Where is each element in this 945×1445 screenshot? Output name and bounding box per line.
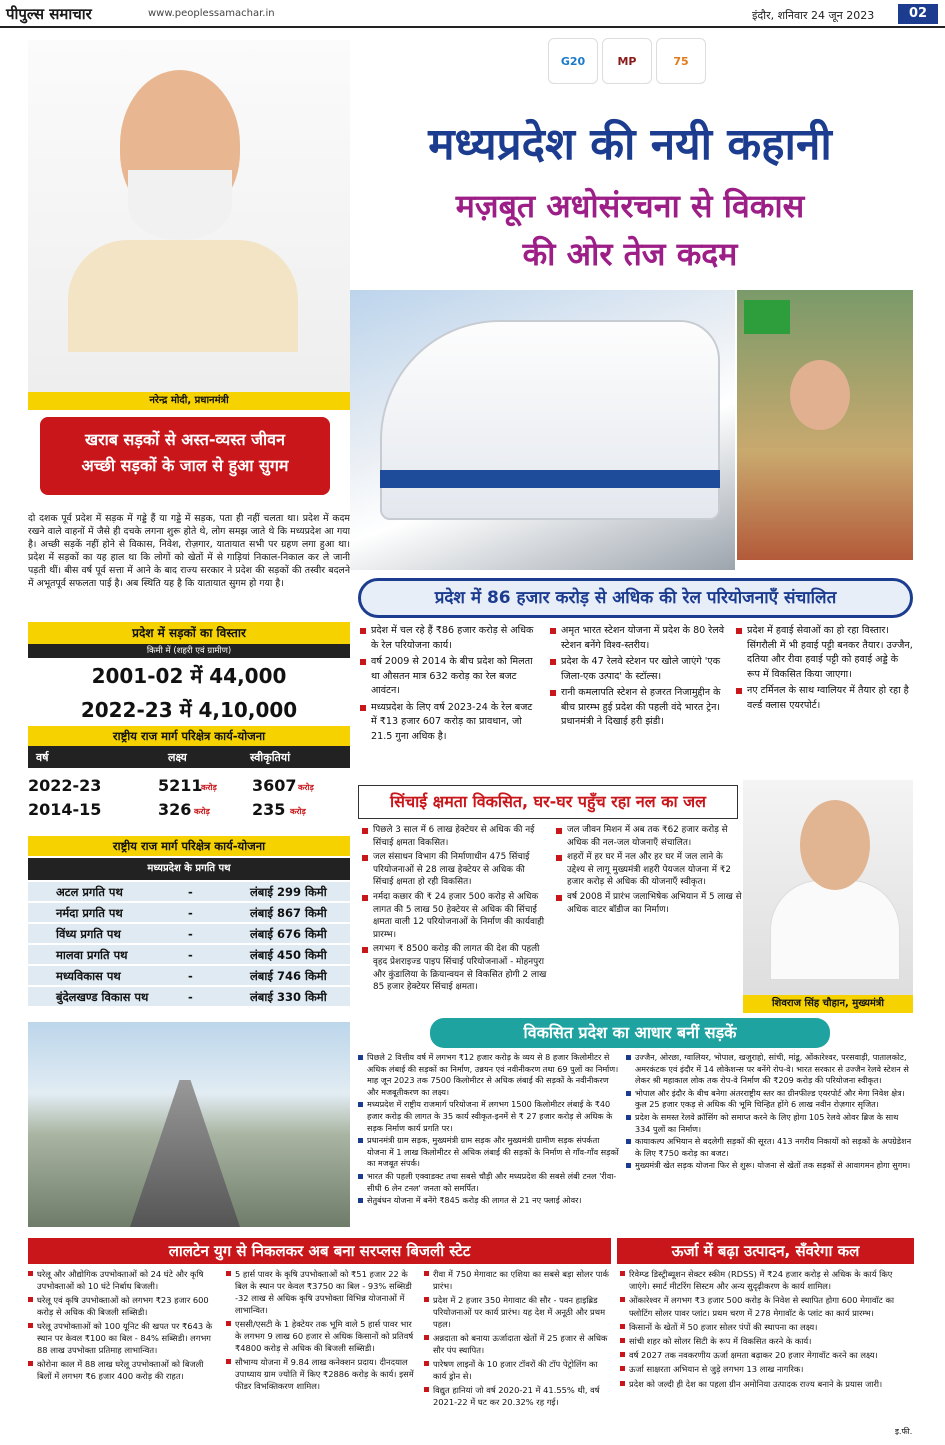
progress-cell-sep: - [188, 906, 193, 920]
table-row [28, 987, 350, 1007]
table-row [28, 903, 350, 923]
progress-cell-sep: - [188, 969, 193, 983]
pm-flagging-face [790, 360, 850, 430]
list-item: जल जीवन मिशन में अब तक ₹62 हजार करोड़ से अधिक की नल-जल योजनाएँ संचालित। [556, 824, 742, 849]
list-item: प्रदेश को जल्दी ही देश का पहला ग्रीन अमोनिया उत्पादक राज्य बनाने के प्रयास जारी। [620, 1378, 914, 1390]
list-item: पिछले 3 साल में 6 लाख हेक्टेयर से अधिक की नई सिंचाई क्षमता विकसित। [362, 824, 548, 849]
progress-cell-length: लंबाई 867 किमी [250, 906, 327, 920]
newspaper-logo: पीपुल्स समाचार [6, 5, 92, 23]
progress-cell-length: लंबाई 676 किमी [250, 927, 327, 941]
power-column-2 [226, 1268, 418, 1394]
list-item: अमृत भारत स्टेशन योजना में प्रदेश के 80 रेलवे स्टेशन बनेंगे विश्व-स्तरीय। [550, 624, 728, 653]
cm-photo-body [770, 880, 900, 980]
roads-stat-2001: 2001-02 में 44,000 [91, 664, 287, 688]
irrigation-column-1 [362, 824, 548, 996]
list-item: नर्मदा कछार की ₹ 24 हजार 500 करोड़ से अधिक लागत की 5 लाख 50 हेक्टेयर से अधिक की सिंचाई क्षमता वाली 12 परियोजनाओं के निर्माण की कार्यवाही प्रारम्भ। [362, 891, 548, 941]
progress-cell-name: मालवा प्रगति पथ [56, 948, 128, 962]
roads-banner-line2: अच्छी सड़कों के जाल से हुआ सुगम [81, 456, 289, 475]
train-body [380, 320, 720, 520]
pm-photo-beard [128, 170, 232, 240]
progress-cell-length: लंबाई 299 किमी [250, 885, 327, 899]
cm-caption: शिवराज सिंह चौहान, मुख्यमंत्री [743, 995, 913, 1013]
list-item: वर्ष 2009 से 2014 के बीच प्रदेश को मिलता था औसतन मात्र 632 करोड़ का रेल बजट आवंटन। [360, 655, 538, 699]
power-column-1 [28, 1268, 220, 1384]
mp-emblem-icon: MP [602, 38, 652, 84]
progress-cell-length: लंबाई 330 किमी [250, 990, 327, 1004]
development-column-1 [358, 1052, 620, 1208]
list-item: नए टर्मिनल के साथ ग्वालियर में तैयार हो रहा है वर्ल्ड क्लास एयरपोर्ट। [736, 684, 914, 713]
rail-column-1 [360, 624, 538, 746]
energy-banner: ऊर्जा में बढ़ा उत्पादन, सँवरेगा कल [617, 1238, 914, 1264]
sponsor-logos [548, 38, 718, 88]
list-item: वर्ष 2008 में प्रारंभ जलाभिषेक अभियान में 5 लाख से अधिक वाटर बॉडीज का निर्माण। [556, 891, 742, 916]
progress-cell-sep: - [188, 927, 193, 941]
development-banner: विकसित प्रदेश का आधार बनीं सड़कें [430, 1018, 830, 1048]
list-item: प्रदेश में 2 हजार 350 मेगावाट की सौर - पवन हाइब्रिड परियोजनाओं पर कार्य प्रारंभ। यह देश में अनूठी और प्रथम पहल। [424, 1294, 612, 1330]
list-item: अन्नदाता को बनाया ऊर्जादाता खेतों में 25 हजार से अधिक सौर पंप स्थापित। [424, 1332, 612, 1356]
progress-table-title: राष्ट्रीय राज मार्ग परिक्षेत्र कार्य-योजना [28, 836, 350, 856]
page-header [0, 0, 945, 28]
table-row [28, 966, 350, 986]
list-item: मध्यप्रदेश में राष्ट्रीय राजमार्ग परियोजना में लगभग 1500 किलोमीटर लंबाई के ₹40 हजार करोड़ की लागत के 35 कार्य स्वीकृत-इनमें से ₹ 27 हजार करोड़ से अधिक के सड़क निर्माण कार्य प्रगति पर। [358, 1099, 620, 1134]
list-item: कायाकल्प अभियान से बदलेगी सड़कों की सूरत। 413 नगरीय निकायों को सड़कों के अपग्रेडेशन के लिए ₹750 करोड़ का बजट। [626, 1136, 914, 1159]
list-item: भोपाल और इंदौर के बीच बनेगा अंतरराष्ट्रीय स्तर का ग्रीनफील्ड एयरपोर्ट और मेगा निवेश क्षेत्र। कुल 25 हजार एकड़ से अधिक की भूमि चिन्हित होंगे 6 लाख नवीन रोज़गार सृजित। [626, 1088, 914, 1111]
list-item: ओंकारेश्वर में लगभग ₹3 हजार 500 करोड़ के निवेश से स्थापित होगा 600 मेगावॉट का फ्लोटिंग सोलर पावर प्लांट। प्रथम चरण में 278 मेगावॉट के प्लांट का कार्य प्रारम्भ। [620, 1294, 914, 1318]
list-item: पिछले 2 वित्तीय वर्ष में लगभग ₹12 हजार करोड़ के व्यय से 8 हजार किलोमीटर से अधिक लंबाई की सड़कों का निर्माण, उन्नयन एवं नवीनीकरण तथा 69 पुलों का निर्माण। माह जून 2023 तक 7500 किलोमीटर से अधिक लंबाई की सड़कों के नवीनीकरण और मजबूतीकरण का लक्ष्य। [358, 1052, 620, 1098]
list-item: मुख्यमंत्री खेत सड़क योजना फिर से शुरू। योजना से खेतों तक सड़कों से आवागमन होगा सुगम। [626, 1160, 914, 1172]
progress-cell-length: लंबाई 450 किमी [250, 948, 327, 962]
list-item: रिवेम्प्ड डिस्ट्रीब्यूशन सेक्टर स्कीम (RDSS) में ₹24 हजार करोड़ से अधिक के कार्य किए जाएंगे। स्मार्ट मीटरिंग सिस्टम और अन्य सुदृढ़ीकरण के कार्य शामिल। [620, 1268, 914, 1292]
power-column-3 [424, 1268, 612, 1410]
list-item: रानी कमलापति स्टेशन से हजरत निजामुद्दीन के बीच प्रारम्भ हुई प्रदेश की पहली वंदे भारत ट्रेन। प्रधानमंत्री ने दिखाई हरी झंडी। [550, 686, 728, 730]
sub-headline-1: मज़बूत अधोसंरचना से विकास [455, 187, 805, 225]
rail-column-3 [736, 624, 914, 715]
roads-table-subtitle: किमी में (शहरी एवं ग्रामीण) [28, 644, 350, 658]
list-item: मध्यप्रदेश के लिए वर्ष 2023-24 के रेल बजट में ₹13 हजार 607 करोड़ का प्रावधान, जो 21.5 गुना अधिक है। [360, 701, 538, 745]
list-item: प्रधानमंत्री ग्राम सड़क, मुख्यमंत्री ग्राम सड़क और मुख्यमंत्री ग्रामीण सड़क संपर्कता योजना में 1 लाख किलोमीटर से अधिक लंबाई की सड़कों के निर्माण से गाँव-गाँव सड़कों का मजबूत संपर्क। [358, 1135, 620, 1170]
list-item: लगभग ₹ 8500 करोड़ की लागत की देश की पहली वृहद प्रेशराइज्ड पाइप सिंचाई परियोजनाओं - मोहनपुरा और कुंडालिया के क्रियान्वयन से विकसित होगी 2 लाख 85 हजार हेक्टेयर सिंचाई क्षमता। [362, 943, 548, 993]
list-item: जल संसाधन विभाग की निर्माणाधीन 475 सिंचाई परियोजनाओं से 28 लाख हेक्टेयर से अधिक की सिंचाई क्षमता हो रही विकसित। [362, 851, 548, 889]
nh-table-header [28, 746, 350, 768]
list-item: रीवा में 750 मेगावाट का एशिया का सबसे बड़ा सोलर पार्क प्रारंभ। [424, 1268, 612, 1292]
pm-photo-body [68, 240, 298, 352]
list-item: प्रदेश के 47 रेलवे स्टेशन पर खोले जाएंगे 'एक जिला-एक उत्पाद' के स्टॉल्स। [550, 655, 728, 684]
table-row [28, 945, 350, 965]
azadi-amrit-logo-icon: 75 [656, 38, 706, 84]
list-item: पारेषण लाइनों के 10 हजार टॉवरों की टॉप पेट्रोलिंग का कार्य ड्रोन से। [424, 1358, 612, 1382]
pm-caption: नरेन्द्र मोदी, प्रधानमंत्री [28, 392, 350, 410]
roads-table-title: प्रदेश में सड़कों का विस्तार [28, 622, 350, 644]
list-item: विद्युत हानियां जो वर्ष 2020-21 में 41.55% थी, वर्ष 2021-22 में घट कर 20.32% रह गई। [424, 1384, 612, 1408]
rail-column-2 [550, 624, 728, 732]
list-item: घरेलू एवं कृषि उपभोक्ताओं को लगभग ₹23 हजार 600 करोड़ से अधिक की बिजली सब्सिडी। [28, 1294, 220, 1318]
progress-cell-length: लंबाई 746 किमी [250, 969, 327, 983]
website-url[interactable]: www.peoplessamachar.in [148, 8, 275, 19]
list-item: कोरोना काल में 88 लाख घरेलू उपभोक्ताओं को बिजली बिलों में लगभग ₹6 हजार 400 करोड़ की राहत। [28, 1358, 220, 1382]
irrigation-column-2 [556, 824, 742, 918]
progress-cell-sep: - [188, 990, 193, 1004]
dateline: इंदौर, शनिवार 24 जून 2023 [752, 9, 875, 22]
list-item: भारत की पहली एक्वाडक्ट तथा सबसे चौड़ी और मध्यप्रदेश की सबसे लंबी टनल 'रीवा-सीधी 6 लेन टनल' जनता को समर्पित। [358, 1171, 620, 1194]
power-banner: लालटेन युग से निकलकर अब बना सरप्लस बिजली स्टेट [28, 1238, 611, 1264]
rail-banner: प्रदेश में 86 हजार करोड़ से अधिक की रेल परियोजनाएँ संचालित [358, 578, 913, 618]
progress-cell-name: बुंदेलखण्ड विकास पथ [56, 990, 149, 1004]
list-item: सौभाग्य योजना में 9.84 लाख कनेक्शन प्रदाय। दीनदयाल उपाध्याय ग्राम ज्योति में किए ₹2886 करोड़ के कार्य। इसमें फीडर विभक्तिकरण शामिल। [226, 1356, 418, 1392]
g20-logo-icon: G20 [548, 38, 598, 84]
list-item: घरेलू और औद्योगिक उपभोक्ताओं को 24 घंटे और कृषि उपभोक्ताओं को 10 घंटे निर्बाध बिजली। [28, 1268, 220, 1292]
list-item: घरेलू उपभोक्ताओं को 100 यूनिट की खपत पर ₹643 के स्थान पर केवल ₹100 का बिल - 84% सब्सिडी। लगभग 88 लाख उपभोक्ता प्रतिमाह लाभान्वित। [28, 1320, 220, 1356]
development-column-2 [626, 1052, 914, 1173]
progress-cell-name: मध्यविकास पथ [56, 969, 121, 983]
list-item: प्रदेश में हवाई सेवाओं का हो रहा विस्तार। सिंगरौली में भी हवाई पट्टी बनकर तैयार। उज्जैन, दतिया और रीवा हवाई पट्टी को हवाई अड्डे के रूप में विकसित किया जाएगा। [736, 624, 914, 682]
green-flag-icon [744, 300, 790, 334]
roads-banner [40, 417, 330, 495]
progress-table-subtitle: मध्यप्रदेश के प्रगति पथ [28, 858, 350, 880]
train-stripe [380, 470, 720, 488]
nh-table-title: राष्ट्रीय राज मार्ग परिक्षेत्र कार्य-योजना [28, 726, 350, 746]
roads-stat-2022: 2022-23 में 4,10,000 [80, 698, 298, 722]
table-row: 2022-23 5211 करोड़ 3607 करोड़ [28, 776, 314, 795]
list-item: वर्ष 2027 तक नवकरणीय ऊर्जा क्षमता बढ़ाकर 20 हजार मेगावॉट करने का लक्ष्य। [620, 1349, 914, 1361]
list-item: प्रदेश में चल रहे हैं ₹86 हजार करोड़ से अधिक के रेल परियोजना कार्य। [360, 624, 538, 653]
list-item: शहरों में हर घर में नल और हर घर में जल लाने के उद्देश्य से लागू मुख्यमंत्री शहरी पेयजल योजना में ₹2 हजार करोड़ से अधिक की योजनाएँ स्वीकृत। [556, 851, 742, 889]
list-item: किसानों के खेतों में 50 हजार सोलर पंपों की स्थापना का लक्ष्य। [620, 1321, 914, 1333]
irrigation-banner: सिंचाई क्षमता विकसित, घर-घर पहुँच रहा नल का जल [358, 785, 738, 819]
list-item: सांची शहर को सोलर सिटी के रूप में विकसित करने के कार्य। [620, 1335, 914, 1347]
nh-col-year: वर्ष [36, 751, 49, 764]
page-number: 02 [898, 4, 938, 24]
nh-col-target: लक्ष्य [168, 751, 187, 764]
list-item: प्रदेश के समस्त रेलवे क्रॉसिंग को समाप्त करने के लिए होगा 105 रेलवे ओवर ब्रिज के साथ 334 पुलों का निर्माण। [626, 1112, 914, 1135]
list-item: ऊर्जा साक्षरता अभियान से जुड़े लगभग 13 लाख नागरिक। [620, 1363, 914, 1375]
sub-headline-2: की ओर तेज कदम [522, 235, 738, 273]
roads-banner-line1: खराब सड़कों से अस्त-व्यस्त जीवन [85, 430, 285, 449]
progress-cell-sep: - [188, 948, 193, 962]
main-headline: मध्यप्रदेश की नयी कहानी [428, 119, 832, 170]
progress-cell-name: अटल प्रगति पथ [56, 885, 123, 899]
list-item: उज्जैन, ओरछा, ग्वालियर, भोपाल, खजुराहो, सांची, मांडू, ओंकारेश्वर, परसवाड़ी, पातालकोट, अमरकंटक एवं इंदौर में 14 लोकेशन्स पर बनेंगे रोप-वे। भारत सरकार से उज्जैन रेलवे स्टेशन से लेकर श्री महाकाल लोक तक रोप-वे निर्माण की ₹209 करोड़ की परियोजना स्वीकृत। [626, 1052, 914, 1087]
table-row [28, 882, 350, 902]
list-item: एससी/एसटी के 1 हेक्टेयर तक भूमि वाले 5 हार्स पावर भार के लगभग 9 लाख 60 हजार से अधिक किसानों को प्रतिवर्ष ₹4800 करोड़ से अधिक की बिजली सब्सिडी। [226, 1318, 418, 1354]
nh-col-approved: स्वीकृतियां [250, 751, 291, 764]
list-item: 5 हार्स पावर के कृषि उपभोक्ताओं को ₹51 हजार 22 के बिल के स्थान पर केवल ₹3750 का बिल - 93% सब्सिडी -32 लाख से अधिक कृषि उपभोक्ता विभिन्न योजनाओं में लाभान्वित। [226, 1268, 418, 1316]
intro-paragraph: दो दशक पूर्व प्रदेश में सड़क में गड्डे हैं या गड्डे में सड़क, पता ही नहीं चलता था। प्रदेश में कदम रखने वाले वाहनों में जैसे ही दचके लगना शुरू होते थे, लोग समझ जाते थे कि मध्यप्रदेश आ गया है। अच्छी सड़कें नहीं होने से विकास, निवेश, रोज़गार, यातायात सभी पर ग्रहण लगा हुआ था। प्रदेश में सड़कों का यह हाल था कि लोगों को खेतों में से गाड़ियां निकाल-निकाल कर ले जानी पड़ती थीं। बीस वर्ष पूर्व सत्ता में आने के बाद राज्य सरकार ने प्रदेश की सड़कों की तस्वीर बदलने में अभूतपूर्व सफलता पाई है। अब स्थिति यह है कि यातायात सुगम हो गया है। [28, 513, 350, 589]
energy-list [620, 1268, 914, 1392]
footer-credit: इ.फी. [895, 1427, 913, 1436]
table-row: 2014-15 326 करोड़ 235 करोड़ [28, 800, 306, 819]
progress-cell-name: नर्मदा प्रगति पथ [56, 906, 123, 920]
progress-cell-sep: - [188, 885, 193, 899]
table-row [28, 924, 350, 944]
cm-photo-face [800, 800, 870, 890]
list-item: सेतुबंधन योजना में बनेंगे ₹845 करोड़ की लागत से 21 नए फ्लाई ओवर। [358, 1195, 620, 1207]
progress-cell-name: विंध्य प्रगति पथ [56, 927, 121, 941]
